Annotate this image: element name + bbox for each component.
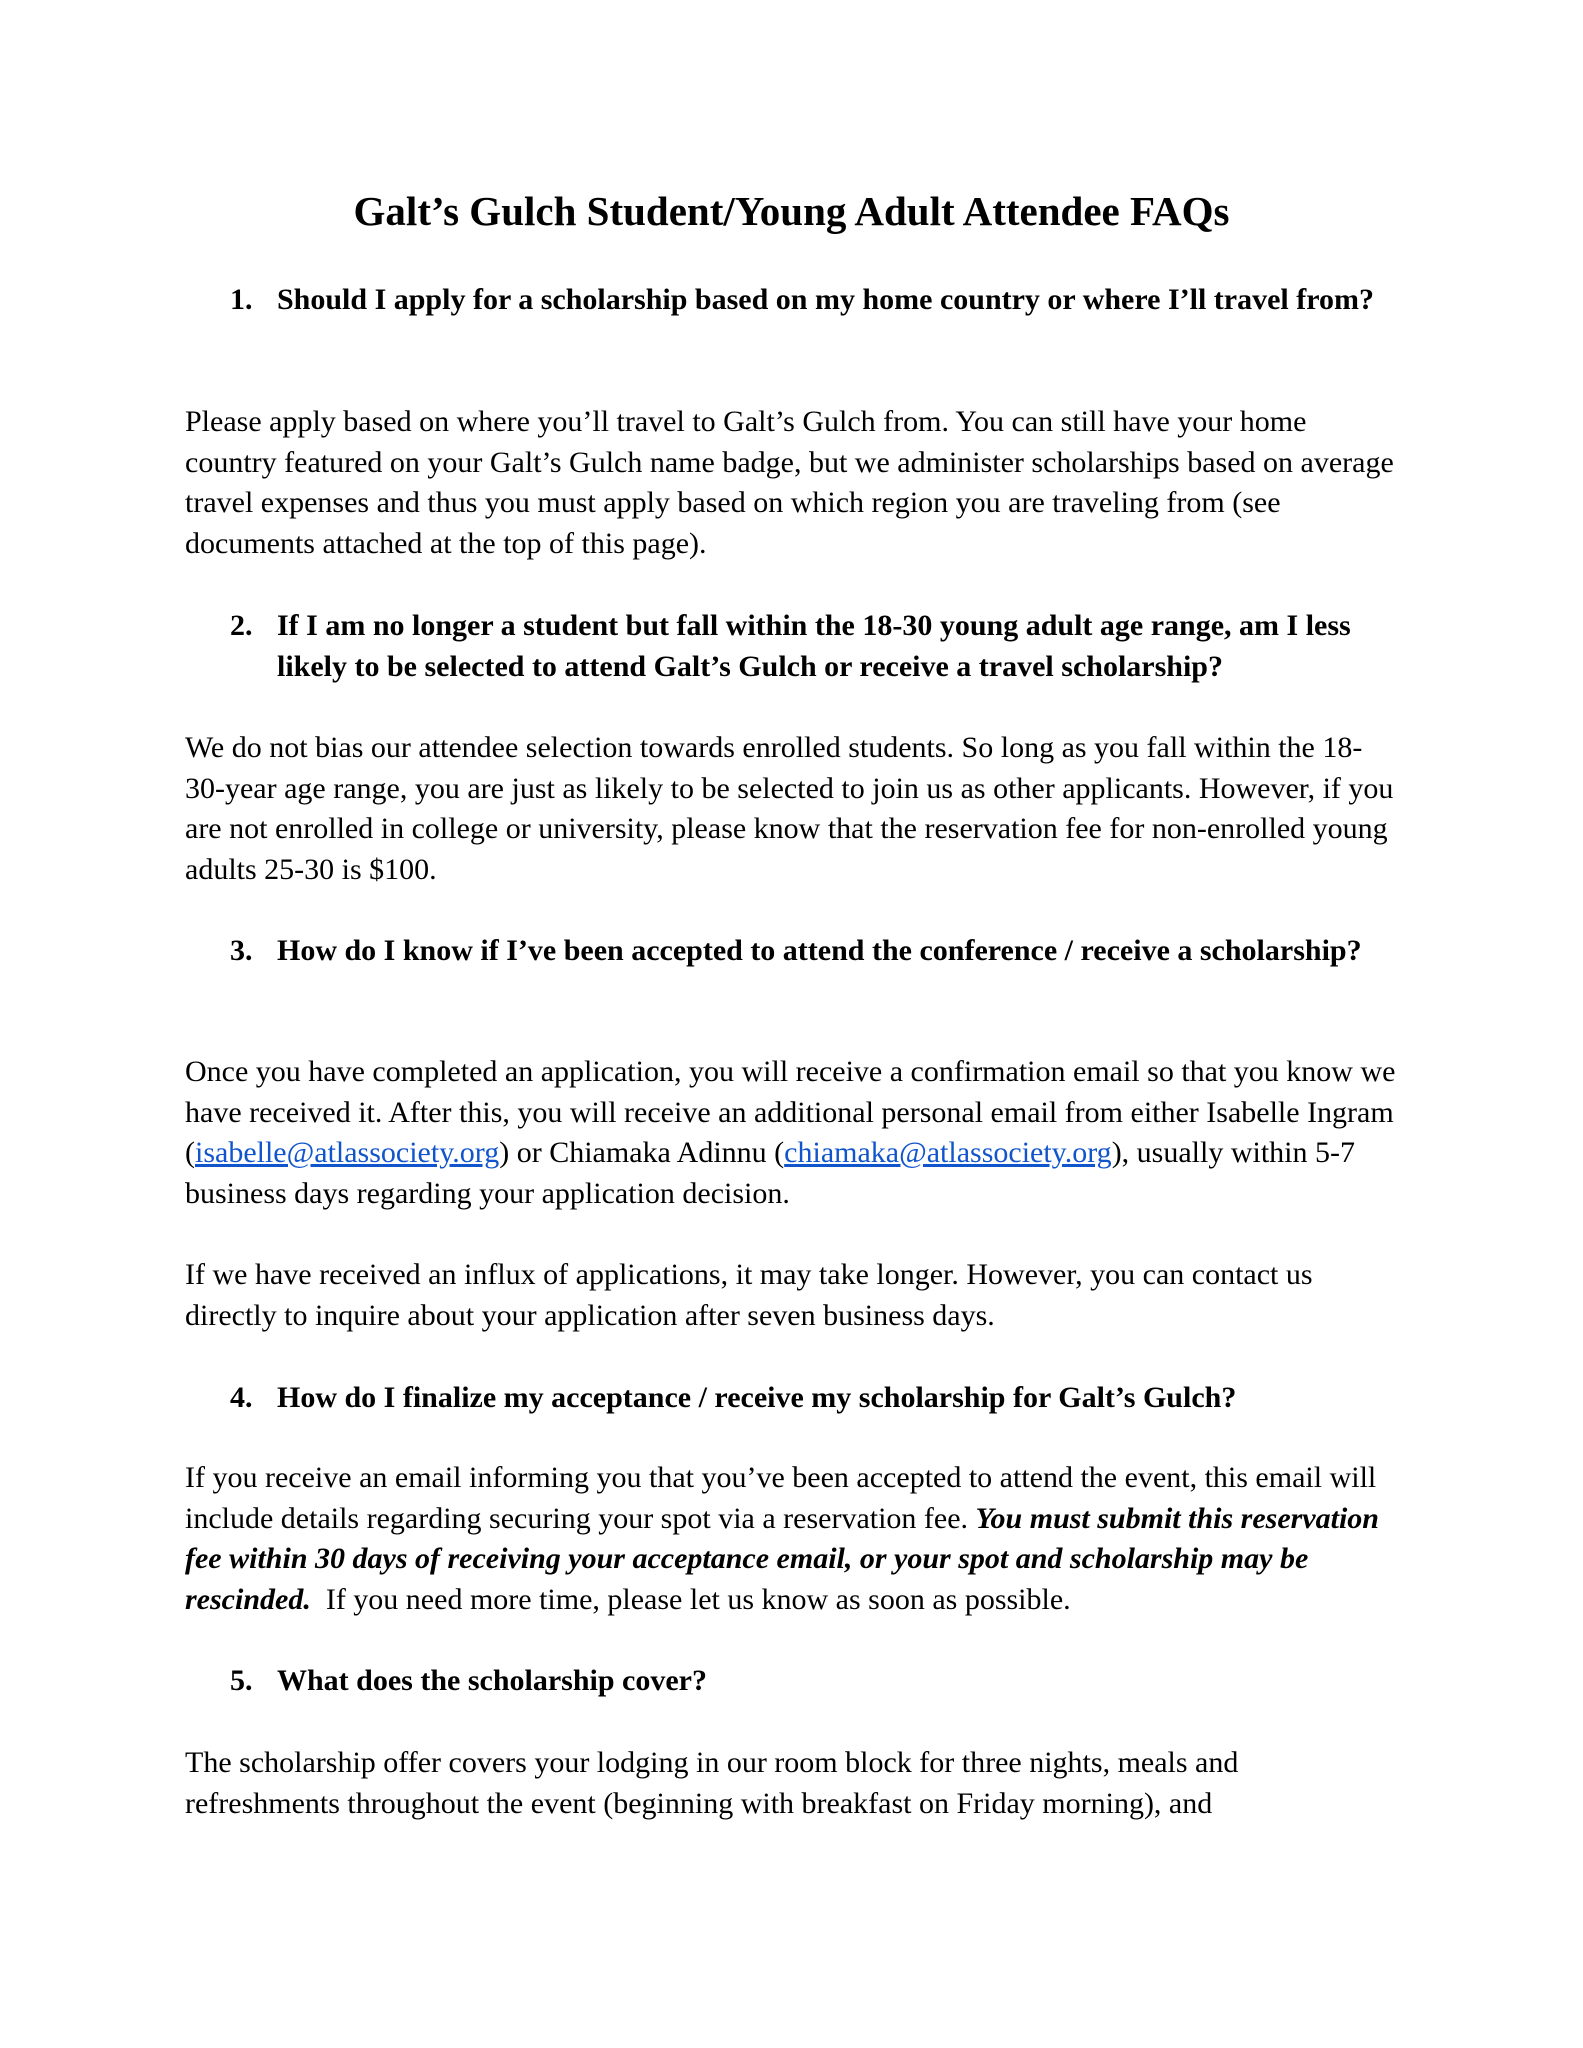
- faq-question-2: [230, 606, 1390, 687]
- faq-answer-4: [185, 1458, 1400, 1621]
- question-text: Should I apply for a scholarship based on my home country or where I’ll travel from?: [277, 283, 1375, 316]
- question-text: What does the scholarship cover?: [277, 1664, 707, 1697]
- faq-question-1: [230, 280, 1390, 321]
- faq-answer-3-followup: If we have received an influx of applications, it may take longer. However, you can contact us directly to inquire about your application after seven business days.: [185, 1258, 1313, 1332]
- question-number: 1.: [230, 283, 253, 316]
- question-text: If I am no longer a student but fall within the 18-30 young adult age range, am I less likely to be selected to attend Galt’s Gulch or receive a travel scholarship?: [277, 609, 1351, 683]
- question-number: 4.: [230, 1381, 253, 1414]
- faq-answer-2: We do not bias our attendee selection towards enrolled students. So long as you fall within the 18-30-year age range, you are just as likely to be selected to join us as other applicants. However, if you are not enrolled in college or university, please know that the reservation fee for non-enrolled young adults 25-30 is $100.: [185, 731, 1394, 887]
- faq-question-5: [230, 1661, 1390, 1702]
- answer-text: ) or Chiamaka Adinnu (: [499, 1136, 785, 1170]
- faq-answer-5: The scholarship offer covers your lodging in our room block for three nights, meals and refreshments throughout the event (beginning with breakfast on Friday morning), and: [185, 1746, 1239, 1820]
- faq-question-3: [230, 931, 1390, 972]
- email-link-isabelle[interactable]: isabelle@atlassociety.org: [195, 1136, 500, 1170]
- question-text: How do I know if I’ve been accepted to attend the conference / receive a scholarship?: [277, 934, 1362, 967]
- faq-answer-3: [185, 1052, 1400, 1215]
- answer-text: If you receive an email informing you that you’ve been accepted to attend the event, this email will include details regarding securing your spot via a reservation fee.: [185, 1461, 1377, 1535]
- answer-text: ), usually within 5-7 business days regarding your application decision.: [185, 1136, 1355, 1211]
- deadline-warning: You must submit this reservation fee within 30 days of receiving your acceptance email, or your spot and scholarship may be rescinded.: [185, 1501, 1379, 1617]
- question-number: 3.: [230, 934, 253, 967]
- question-text: How do I finalize my acceptance / receive my scholarship for Galt’s Gulch?: [277, 1381, 1237, 1414]
- question-number: 2.: [230, 609, 253, 642]
- email-link-chiamaka[interactable]: chiamaka@atlassociety.org: [784, 1136, 1112, 1170]
- faq-answer-1: Please apply based on where you’ll travel to Galt’s Gulch from. You can still have your home country featured on your Galt’s Gulch name badge, but we administer scholarships based on average travel expenses and thus you must apply based on which region you are traveling from (see documents attached at the top of this page).: [185, 405, 1394, 561]
- answer-text: Once you have completed an application, you will receive a confirmation email so that you know we have received it. After this, you will receive an additional personal email from either Isabelle Ingram (: [185, 1055, 1396, 1170]
- faq-question-4: [230, 1378, 1390, 1419]
- answer-text: If you need more time, please let us know as soon as possible.: [310, 1583, 1071, 1617]
- question-number: 5.: [230, 1664, 253, 1697]
- document-title: Galt’s Gulch Student/Young Adult Attendee FAQs: [353, 188, 1230, 234]
